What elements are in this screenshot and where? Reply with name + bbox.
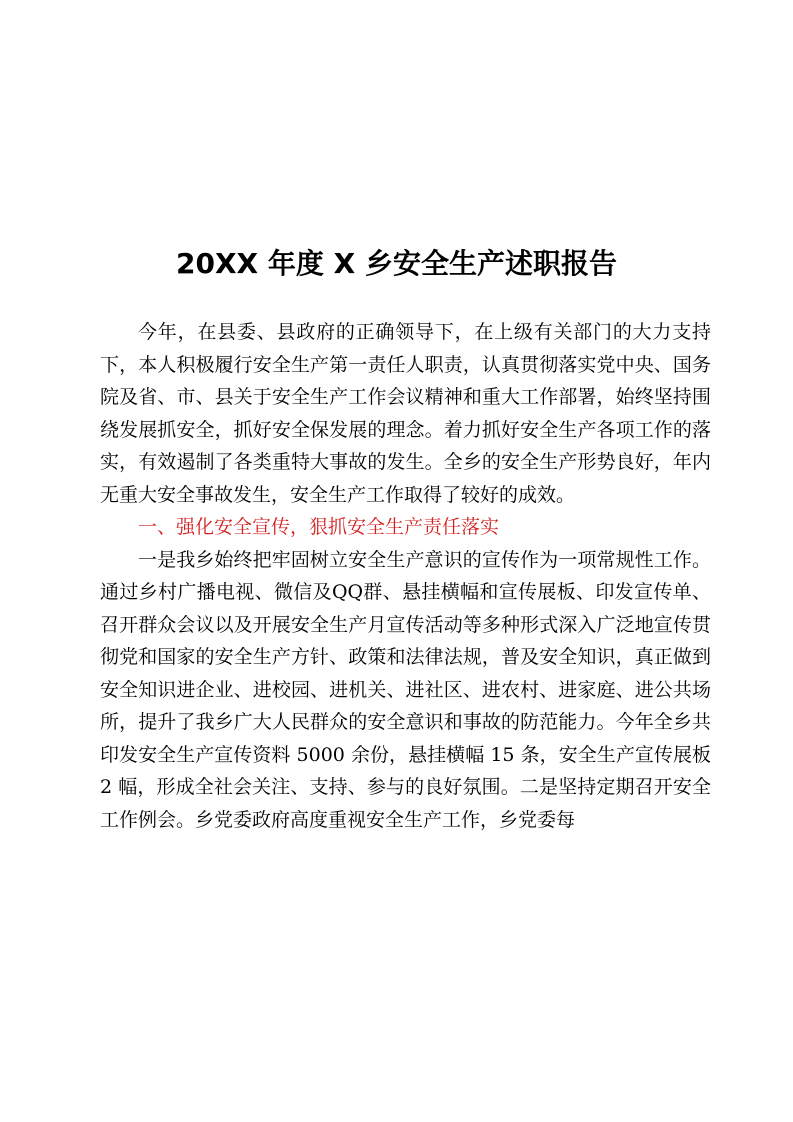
section-paragraph: 一是我乡始终把牢固树立安全生产意识的宣传作为一项常规性工作。通过乡村广播电视、微信及QQ群、悬挂横幅和宣传展板、印发宣传单、召开群众会议以及开展安全生产月宣传活动等多种形式深入广泛地宣传贯彻党和国家的安全生产方针、政策和法律法规，普及安全知识，真正做到安全知识进企业、进校园、进机关、进社区、进农村、进家庭、进公共场所，提升了我乡广大人民群众的安全意识和事故的防范能力。今年全乡共印发安全生产宣传资料 5000 余份，悬挂横幅 15 条，安全生产宣传展板 2 幅，形成全社会关注、支持、参与的良好氛围。二是坚持定期召开安全工作例会。乡党委政府高度重视安全生产工作，乡党委每 — [100, 548, 711, 831]
document-title: 20XX 年度 X 乡安全生产述职报告 — [176, 247, 617, 280]
section-heading: 一、强化安全宣传，狠抓安全生产责任落实 — [138, 516, 500, 538]
document-body — [100, 316, 711, 836]
intro-paragraph: 今年，在县委、县政府的正确领导下，在上级有关部门的大力支持下，本人积极履行安全生产第一责任人职责，认真贯彻落实党中央、国务院及省、市、县关于安全生产工作会议精神和重大工作部署，始终坚持围绕发展抓安全，抓好安全保发展的理念。着力抓好安全生产各项工作的落实，有效遏制了各类重特大事故的发生。全乡的安全生产形势良好，年内无重大安全事故发生，安全生产工作取得了较好的成效。 — [100, 321, 711, 506]
